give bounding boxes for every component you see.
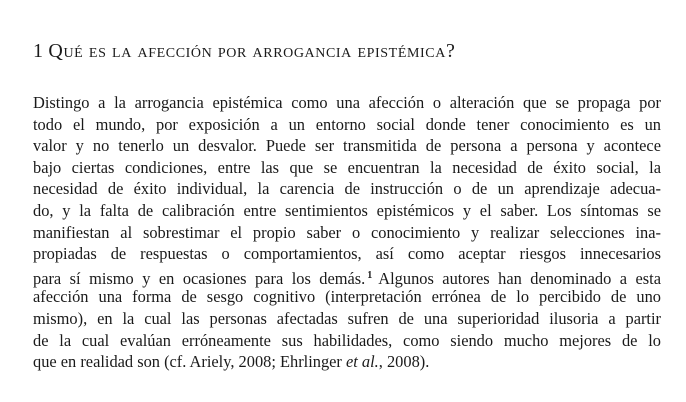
section-number: 1 [33, 40, 44, 62]
paragraph-line: propiadas de respuestas o comportamientos, así como aceptar riesgos innecesarios [33, 244, 661, 264]
paragraph-line: afección una forma de sesgo cognitivo (interpretación errónea de lo percibido de uno [33, 287, 661, 307]
line-text-before-footnote: para sí mismo y en ocasiones para los demás. [33, 268, 366, 288]
paragraph-line: valor y no tenerlo un desvalor. Puede ser transmitida de persona a persona y acontece [33, 136, 661, 156]
citation-text-part1: que en realidad son (cf. Ariely, 2008; Ehrlinger [33, 352, 346, 372]
body-paragraph [33, 92, 661, 373]
line-text-after-footnote: Algunos autores han denominado a esta [378, 268, 661, 288]
paragraph-line: todo el mundo, por exposición a un entorno social donde tener conocimiento es un [33, 114, 661, 134]
paragraph-line: mismo), en la cual las personas afectadas sufren de una superioridad ilusoria a partir [33, 308, 661, 328]
paragraph-line: Distingo a la arrogancia epistémica como una afección o alteración que se propaga por [33, 93, 661, 112]
paragraph-line: bajo ciertas condiciones, entre las que se encuentran la necesidad de éxito social, la [33, 157, 661, 177]
paragraph-line-with-footnote [33, 265, 661, 287]
paragraph-line: do, y la falta de calibración entre sentimientos epistémicos y el saber. Los síntomas se [33, 200, 661, 220]
paragraph-last-line [33, 351, 661, 373]
paragraph-line: necesidad de éxito individual, la carencia de instrucción o de un aprendizaje adecua- [33, 179, 661, 199]
citation-text-part2: , 2008). [378, 352, 430, 372]
paragraph-line: de la cual evalúan erróneamente sus habilidades, como siendo mucho mejores de lo [33, 330, 661, 350]
section-heading [33, 38, 455, 64]
section-title: Qué es la afección por arrogancia epistémica? [48, 40, 456, 62]
footnote-marker[interactable]: 1 [367, 269, 373, 281]
paragraph-line: manifiestan al sobrestimar el propio saber o conocimiento y realizar selecciones ina- [33, 222, 661, 242]
citation-et-al: et al. [346, 352, 379, 372]
